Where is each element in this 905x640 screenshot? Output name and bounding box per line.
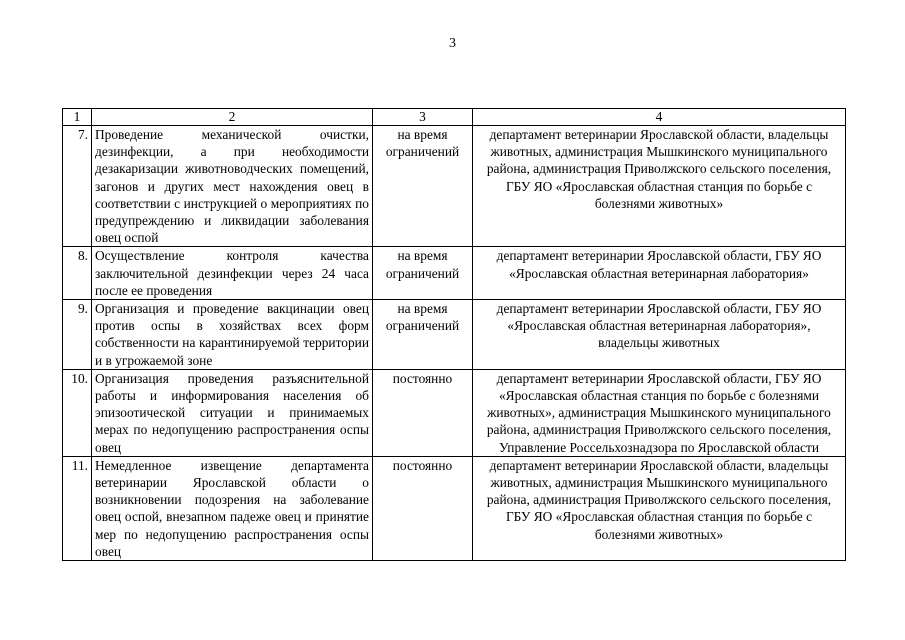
measure-term: на время ограничений (373, 300, 473, 370)
table-header-row (63, 109, 846, 126)
table-row (63, 247, 846, 300)
table-row (63, 369, 846, 456)
row-number: 8. (63, 247, 92, 300)
row-number: 11. (63, 456, 92, 560)
measure-description: Немедленное извещение департамента ветеринарии Ярославской области о возникновении подозрения на заболевание овец оспой, внезапном падеже овец и принятие мер по недопущению распространения оспы овец (92, 456, 373, 560)
measure-executors: департамент ветеринарии Ярославской области, владельцы животных, администрация Мышкинского муниципального района, администрация Приволжского сельского поселения, ГБУ ЯО «Ярославская областная станция по борьбе с болезнями животных» (473, 456, 846, 560)
measure-description: Проведение механической очистки, дезинфекции, а при необходимости дезакаризации животноводческих помещений, загонов и других мест нахождения овец в соответствии с инструкцией о мероприятиях по предупреждению и ликвидации заболевания овец оспой (92, 126, 373, 247)
measure-description: Осуществление контроля качества заключительной дезинфекции через 24 часа после ее проведения (92, 247, 373, 300)
measure-term: постоянно (373, 456, 473, 560)
measure-term: на время ограничений (373, 247, 473, 300)
table-row (63, 126, 846, 247)
measures-table (62, 108, 846, 561)
measure-executors: департамент ветеринарии Ярославской области, ГБУ ЯО «Ярославская областная ветеринарная лаборатория» (473, 247, 846, 300)
measure-term: на время ограничений (373, 126, 473, 247)
measure-executors: департамент ветеринарии Ярославской области, ГБУ ЯО «Ярославская областная ветеринарная лаборатория», владельцы животных (473, 300, 846, 370)
measure-description: Организация и проведение вакцинации овец против оспы в хозяйствах всех форм собственности на карантинируемой территории и в угрожаемой зоне (92, 300, 373, 370)
table-row (63, 456, 846, 560)
row-number: 10. (63, 369, 92, 456)
measure-executors: департамент ветеринарии Ярославской области, ГБУ ЯО «Ярославская областная станция по борьбе с болезнями животных», администрация Мышкинского муниципального района, администрация Приволжского сельского поселения, Управление Россельхознадзора по Ярославской области (473, 369, 846, 456)
page-number: 3 (449, 36, 456, 51)
table-row (63, 300, 846, 370)
measure-description: Организация проведения разъяснительной работы и информирования населения об эпизоотической ситуации и принимаемых мерах по недопущению распространения оспы овец (92, 369, 373, 456)
column-header-3: 3 (373, 109, 473, 126)
row-number: 7. (63, 126, 92, 247)
measure-term: постоянно (373, 369, 473, 456)
column-header-2: 2 (92, 109, 373, 126)
column-header-4: 4 (473, 109, 846, 126)
row-number: 9. (63, 300, 92, 370)
measure-executors: департамент ветеринарии Ярославской области, владельцы животных, администрация Мышкинского муниципального района, администрация Приволжского сельского поселения, ГБУ ЯО «Ярославская областная станция по борьбе с болезнями животных» (473, 126, 846, 247)
column-header-1: 1 (63, 109, 92, 126)
